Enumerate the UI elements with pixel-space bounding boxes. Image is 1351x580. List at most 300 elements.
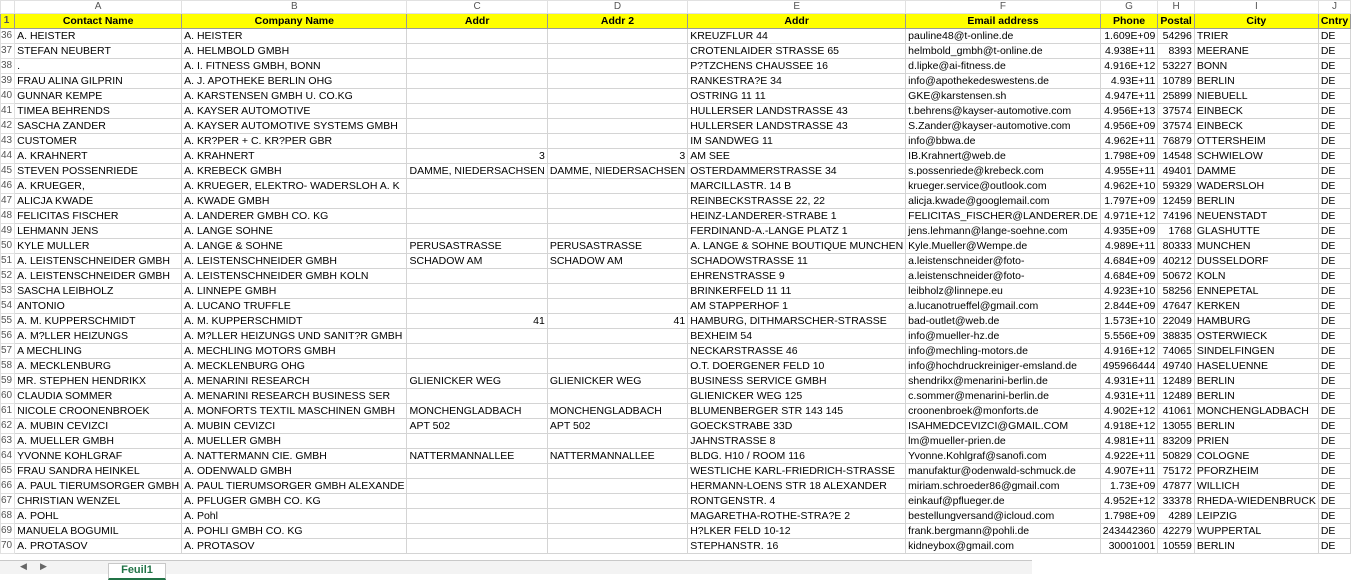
cell[interactable]: [547, 29, 687, 44]
cell[interactable]: 54296: [1158, 29, 1195, 44]
cell[interactable]: [407, 329, 547, 344]
cell[interactable]: 12489: [1158, 389, 1195, 404]
cell[interactable]: 4.956E+09: [1100, 119, 1158, 134]
cell[interactable]: BRINKERFELD 11 11: [688, 284, 906, 299]
cell[interactable]: [407, 434, 547, 449]
cell[interactable]: 4.923E+10: [1100, 284, 1158, 299]
cell[interactable]: HULLERSER LANDSTRASSE 43: [688, 119, 906, 134]
cell[interactable]: 42279: [1158, 524, 1195, 539]
cell[interactable]: TRIER: [1194, 29, 1318, 44]
cell[interactable]: DE: [1318, 479, 1350, 494]
cell[interactable]: NATTERMANNALLEE: [547, 449, 687, 464]
cell[interactable]: [407, 59, 547, 74]
cell[interactable]: info@bbwa.de: [906, 134, 1101, 149]
row-number[interactable]: 46: [1, 179, 15, 194]
column-header-cell[interactable]: Contact Name: [15, 14, 182, 29]
cell[interactable]: HEINZ-LANDERER-STRABE 1: [688, 209, 906, 224]
cell[interactable]: 59329: [1158, 179, 1195, 194]
cell[interactable]: info@mechling-motors.de: [906, 344, 1101, 359]
cell[interactable]: A. MENARINI RESEARCH: [182, 374, 407, 389]
cell[interactable]: PFORZHEIM: [1194, 464, 1318, 479]
cell[interactable]: PERUSASTRASSE: [547, 239, 687, 254]
cell[interactable]: [547, 134, 687, 149]
cell[interactable]: 1.798E+09: [1100, 149, 1158, 164]
row-number[interactable]: 45: [1, 164, 15, 179]
cell[interactable]: A. KRAHNERT: [15, 149, 182, 164]
row-number[interactable]: 44: [1, 149, 15, 164]
row-number[interactable]: 68: [1, 509, 15, 524]
cell[interactable]: 4.989E+11: [1100, 239, 1158, 254]
cell[interactable]: 49401: [1158, 164, 1195, 179]
cell[interactable]: [547, 59, 687, 74]
cell[interactable]: 3: [547, 149, 687, 164]
row-number[interactable]: 1: [1, 14, 15, 29]
cell[interactable]: DE: [1318, 284, 1350, 299]
cell[interactable]: 50829: [1158, 449, 1195, 464]
scroll-right-icon[interactable]: ▶: [40, 561, 47, 571]
cell[interactable]: REINBECKSTRASSE 22, 22: [688, 194, 906, 209]
cell[interactable]: RONTGENSTR. 4: [688, 494, 906, 509]
cell[interactable]: STEVEN POSSENRIEDE: [15, 164, 182, 179]
cell[interactable]: BERLIN: [1194, 539, 1318, 554]
cell[interactable]: A. I. FITNESS GMBH, BONN: [182, 59, 407, 74]
column-header-cell[interactable]: Postal: [1158, 14, 1195, 29]
cell[interactable]: Kyle.Mueller@Wempe.de: [906, 239, 1101, 254]
cell[interactable]: 10559: [1158, 539, 1195, 554]
row-number[interactable]: 51: [1, 254, 15, 269]
cell[interactable]: A. KRAHNERT: [182, 149, 407, 164]
cell[interactable]: DE: [1318, 449, 1350, 464]
cell[interactable]: 40212: [1158, 254, 1195, 269]
cell[interactable]: A. KAYSER AUTOMOTIVE SYSTEMS GMBH: [182, 119, 407, 134]
row-number[interactable]: 61: [1, 404, 15, 419]
cell[interactable]: [407, 194, 547, 209]
cell[interactable]: info@mueller-hz.de: [906, 329, 1101, 344]
cell[interactable]: [547, 389, 687, 404]
cell[interactable]: 1.797E+09: [1100, 194, 1158, 209]
cell[interactable]: krueger.service@outlook.com: [906, 179, 1101, 194]
cell[interactable]: 4.918E+12: [1100, 419, 1158, 434]
cell[interactable]: O.T. DOERGENER FELD 10: [688, 359, 906, 374]
cell[interactable]: A. LEISTENSCHNEIDER GMBH: [182, 254, 407, 269]
row-number[interactable]: 57: [1, 344, 15, 359]
cell[interactable]: 14548: [1158, 149, 1195, 164]
cell[interactable]: 75172: [1158, 464, 1195, 479]
cell[interactable]: CUSTOMER: [15, 134, 182, 149]
cell[interactable]: 50672: [1158, 269, 1195, 284]
cell[interactable]: A. MUBIN CEVIZCI: [182, 419, 407, 434]
row-number[interactable]: 56: [1, 329, 15, 344]
cell[interactable]: d.lipke@ai-fitness.de: [906, 59, 1101, 74]
cell[interactable]: DE: [1318, 59, 1350, 74]
cell[interactable]: 4.916E+12: [1100, 344, 1158, 359]
cell[interactable]: [547, 179, 687, 194]
cell[interactable]: OSTERDAMMERSTRASSE 34: [688, 164, 906, 179]
cell[interactable]: OSTRING 11 11: [688, 89, 906, 104]
cell[interactable]: GLASHUTTE: [1194, 224, 1318, 239]
cell[interactable]: AM SEE: [688, 149, 906, 164]
cell[interactable]: a.leistenschneider@foto-: [906, 269, 1101, 284]
column-header-cell[interactable]: Cntry: [1318, 14, 1350, 29]
cell[interactable]: A. POHL: [15, 509, 182, 524]
cell[interactable]: 4.922E+11: [1100, 449, 1158, 464]
cell[interactable]: DE: [1318, 434, 1350, 449]
cell[interactable]: GLIENICKER WEG: [407, 374, 547, 389]
cell[interactable]: DE: [1318, 194, 1350, 209]
cell[interactable]: 33378: [1158, 494, 1195, 509]
cell[interactable]: alicja.kwade@googlemail.com: [906, 194, 1101, 209]
cell[interactable]: MONCHENGLADBACH: [547, 404, 687, 419]
row-number[interactable]: 66: [1, 479, 15, 494]
cell[interactable]: SASCHA ZANDER: [15, 119, 182, 134]
cell[interactable]: WADERSLOH: [1194, 179, 1318, 194]
cell[interactable]: einkauf@pflueger.de: [906, 494, 1101, 509]
cell[interactable]: A. HEISTER: [182, 29, 407, 44]
cell[interactable]: GKE@karstensen.sh: [906, 89, 1101, 104]
cell[interactable]: [547, 359, 687, 374]
cell[interactable]: A. NATTERMANN CIE. GMBH: [182, 449, 407, 464]
cell[interactable]: A. MUELLER GMBH: [182, 434, 407, 449]
column-letter[interactable]: E: [688, 1, 906, 14]
cell[interactable]: [547, 74, 687, 89]
cell[interactable]: MUNCHEN: [1194, 239, 1318, 254]
cell[interactable]: ALICJA KWADE: [15, 194, 182, 209]
cell[interactable]: [547, 44, 687, 59]
cell[interactable]: DE: [1318, 314, 1350, 329]
cell[interactable]: [547, 524, 687, 539]
cell[interactable]: SCHADOWSTRASSE 11: [688, 254, 906, 269]
column-header-cell[interactable]: Addr 2: [547, 14, 687, 29]
cell[interactable]: A. ODENWALD GMBH: [182, 464, 407, 479]
cell[interactable]: 8393: [1158, 44, 1195, 59]
cell[interactable]: A. HEISTER: [15, 29, 182, 44]
column-letter[interactable]: D: [547, 1, 687, 14]
cell[interactable]: DE: [1318, 44, 1350, 59]
cell[interactable]: NECKARSTRASSE 46: [688, 344, 906, 359]
cell[interactable]: lm@mueller-prien.de: [906, 434, 1101, 449]
row-number[interactable]: 42: [1, 119, 15, 134]
cell[interactable]: 74065: [1158, 344, 1195, 359]
cell[interactable]: DE: [1318, 494, 1350, 509]
column-header-cell[interactable]: Phone: [1100, 14, 1158, 29]
row-number[interactable]: 55: [1, 314, 15, 329]
cell[interactable]: [547, 329, 687, 344]
cell[interactable]: STEPHANSTR. 16: [688, 539, 906, 554]
cell[interactable]: jens.lehmann@lange-soehne.com: [906, 224, 1101, 239]
cell[interactable]: [547, 539, 687, 554]
column-header-cell[interactable]: Addr: [407, 14, 547, 29]
cell[interactable]: DAMME, NIEDERSACHSEN: [547, 164, 687, 179]
row-number[interactable]: 69: [1, 524, 15, 539]
cell[interactable]: A. PAUL TIERUMSORGER GMBH ALEXANDE: [182, 479, 407, 494]
cell[interactable]: A. M?LLER HEIZUNGS UND SANIT?R GMBH: [182, 329, 407, 344]
cell[interactable]: NEUENSTADT: [1194, 209, 1318, 224]
cell[interactable]: BLDG. H10 / ROOM 116: [688, 449, 906, 464]
row-number[interactable]: 62: [1, 419, 15, 434]
cell[interactable]: pauline48@t-online.de: [906, 29, 1101, 44]
row-number[interactable]: 37: [1, 44, 15, 59]
cell[interactable]: 58256: [1158, 284, 1195, 299]
cell[interactable]: SCHADOW AM: [547, 254, 687, 269]
cell[interactable]: A. LEISTENSCHNEIDER GMBH: [15, 269, 182, 284]
cell[interactable]: 83209: [1158, 434, 1195, 449]
cell[interactable]: 4.938E+11: [1100, 44, 1158, 59]
cell[interactable]: helmbold_gmbh@t-online.de: [906, 44, 1101, 59]
cell[interactable]: BERLIN: [1194, 374, 1318, 389]
cell[interactable]: 2.844E+09: [1100, 299, 1158, 314]
cell[interactable]: a.leistenschneider@foto-: [906, 254, 1101, 269]
cell[interactable]: info@hochdruckreiniger-emsland.de: [906, 359, 1101, 374]
row-number[interactable]: 47: [1, 194, 15, 209]
cell[interactable]: ISAHMEDCEVIZCI@GMAIL.COM: [906, 419, 1101, 434]
cell[interactable]: DE: [1318, 419, 1350, 434]
cell[interactable]: 1.609E+09: [1100, 29, 1158, 44]
cell[interactable]: 41061: [1158, 404, 1195, 419]
cell[interactable]: MONCHENGLADBACH: [407, 404, 547, 419]
cell[interactable]: KREUZFLUR 44: [688, 29, 906, 44]
cell[interactable]: FELICITAS_FISCHER@LANDERER.DE: [906, 209, 1101, 224]
cell[interactable]: A. MECKLENBURG OHG: [182, 359, 407, 374]
cell[interactable]: 4.955E+11: [1100, 164, 1158, 179]
cell[interactable]: DE: [1318, 134, 1350, 149]
column-header-cell[interactable]: City: [1194, 14, 1318, 29]
cell[interactable]: DE: [1318, 119, 1350, 134]
cell[interactable]: 47877: [1158, 479, 1195, 494]
cell[interactable]: A. LANGE SOHNE: [182, 224, 407, 239]
cell[interactable]: STEFAN NEUBERT: [15, 44, 182, 59]
cell[interactable]: 41: [407, 314, 547, 329]
cell[interactable]: LEHMANN JENS: [15, 224, 182, 239]
column-letter[interactable]: J: [1318, 1, 1350, 14]
cell[interactable]: [547, 434, 687, 449]
cell[interactable]: [547, 209, 687, 224]
cell[interactable]: BLUMENBERGER STR 143 145: [688, 404, 906, 419]
column-letter[interactable]: C: [407, 1, 547, 14]
row-number[interactable]: 54: [1, 299, 15, 314]
cell[interactable]: 3: [407, 149, 547, 164]
cell[interactable]: 25899: [1158, 89, 1195, 104]
cell[interactable]: [547, 284, 687, 299]
cell[interactable]: DE: [1318, 269, 1350, 284]
cell[interactable]: MAGARETHA-ROTHE-STRA?E 2: [688, 509, 906, 524]
cell[interactable]: CLAUDIA SOMMER: [15, 389, 182, 404]
cell[interactable]: 4.916E+12: [1100, 59, 1158, 74]
cell[interactable]: 41: [547, 314, 687, 329]
cell[interactable]: 4.956E+13: [1100, 104, 1158, 119]
cell[interactable]: 4.931E+11: [1100, 374, 1158, 389]
cell[interactable]: ENNEPETAL: [1194, 284, 1318, 299]
cell[interactable]: 76879: [1158, 134, 1195, 149]
cell[interactable]: A. PAUL TIERUMSORGER GMBH: [15, 479, 182, 494]
cell[interactable]: [407, 344, 547, 359]
cell[interactable]: RANKESTRA?E 34: [688, 74, 906, 89]
cell[interactable]: A. M?LLER HEIZUNGS: [15, 329, 182, 344]
cell[interactable]: PRIEN: [1194, 434, 1318, 449]
cell[interactable]: [407, 269, 547, 284]
cell[interactable]: [407, 299, 547, 314]
cell[interactable]: DE: [1318, 464, 1350, 479]
cell[interactable]: A. MECKLENBURG: [15, 359, 182, 374]
row-number[interactable]: 58: [1, 359, 15, 374]
cell[interactable]: COLOGNE: [1194, 449, 1318, 464]
cell[interactable]: [547, 509, 687, 524]
cell[interactable]: info@apothekedeswestens.de: [906, 74, 1101, 89]
cell[interactable]: S.Zander@kayser-automotive.com: [906, 119, 1101, 134]
cell[interactable]: [547, 299, 687, 314]
row-number[interactable]: 60: [1, 389, 15, 404]
cell[interactable]: P?TZCHENS CHAUSSEE 16: [688, 59, 906, 74]
cell[interactable]: HASELUENNE: [1194, 359, 1318, 374]
cell[interactable]: BUSINESS SERVICE GMBH: [688, 374, 906, 389]
cell[interactable]: DE: [1318, 74, 1350, 89]
cell[interactable]: leibholz@linnepe.eu: [906, 284, 1101, 299]
scroll-left-icon[interactable]: ◀: [20, 561, 27, 571]
cell[interactable]: DE: [1318, 389, 1350, 404]
cell[interactable]: GUNNAR KEMPE: [15, 89, 182, 104]
cell[interactable]: DE: [1318, 359, 1350, 374]
cell[interactable]: A. POHLI GMBH CO. KG: [182, 524, 407, 539]
cell[interactable]: JAHNSTRASSE 8: [688, 434, 906, 449]
cell[interactable]: FERDINAND-A.-LANGE PLATZ 1: [688, 224, 906, 239]
cell[interactable]: A. Pohl: [182, 509, 407, 524]
cell[interactable]: [547, 119, 687, 134]
cell[interactable]: DE: [1318, 149, 1350, 164]
column-letter[interactable]: A: [15, 1, 182, 14]
cell[interactable]: [407, 44, 547, 59]
cell[interactable]: DE: [1318, 404, 1350, 419]
cell[interactable]: 30001001: [1100, 539, 1158, 554]
column-letter[interactable]: I: [1194, 1, 1318, 14]
cell[interactable]: A. KRUEGER,: [15, 179, 182, 194]
cell[interactable]: miriam.schroeder86@gmail.com: [906, 479, 1101, 494]
cell[interactable]: MR. STEPHEN HENDRIKX: [15, 374, 182, 389]
cell[interactable]: bad-outlet@web.de: [906, 314, 1101, 329]
cell[interactable]: 4.931E+11: [1100, 389, 1158, 404]
cell[interactable]: GLIENICKER WEG 125: [688, 389, 906, 404]
cell[interactable]: A. M. KUPPERSCHMIDT: [15, 314, 182, 329]
cell[interactable]: kidneybox@gmail.com: [906, 539, 1101, 554]
cell[interactable]: 4.902E+12: [1100, 404, 1158, 419]
row-number[interactable]: 67: [1, 494, 15, 509]
cell[interactable]: [407, 524, 547, 539]
row-number[interactable]: 43: [1, 134, 15, 149]
cell[interactable]: DE: [1318, 209, 1350, 224]
cell[interactable]: croonenbroek@monforts.de: [906, 404, 1101, 419]
row-number[interactable]: 63: [1, 434, 15, 449]
cell[interactable]: MONCHENGLADBACH: [1194, 404, 1318, 419]
row-number[interactable]: 49: [1, 224, 15, 239]
cell[interactable]: A. M. KUPPERSCHMIDT: [182, 314, 407, 329]
cell[interactable]: BERLIN: [1194, 389, 1318, 404]
cell[interactable]: TIMEA BEHRENDS: [15, 104, 182, 119]
cell[interactable]: A. KAYSER AUTOMOTIVE: [182, 104, 407, 119]
cell[interactable]: ANTONIO: [15, 299, 182, 314]
cell[interactable]: EINBECK: [1194, 119, 1318, 134]
cell[interactable]: [407, 464, 547, 479]
row-number[interactable]: 65: [1, 464, 15, 479]
cell[interactable]: A. LANGE & SOHNE: [182, 239, 407, 254]
cell[interactable]: A. MUELLER GMBH: [15, 434, 182, 449]
row-number[interactable]: 64: [1, 449, 15, 464]
cell[interactable]: DE: [1318, 164, 1350, 179]
cell[interactable]: DE: [1318, 29, 1350, 44]
cell[interactable]: KOLN: [1194, 269, 1318, 284]
cell[interactable]: [547, 194, 687, 209]
cell[interactable]: HAMBURG: [1194, 314, 1318, 329]
row-number[interactable]: 53: [1, 284, 15, 299]
cell[interactable]: OTTERSHEIM: [1194, 134, 1318, 149]
cell[interactable]: [547, 269, 687, 284]
cell[interactable]: 4.907E+11: [1100, 464, 1158, 479]
cell[interactable]: [547, 464, 687, 479]
cell[interactable]: BERLIN: [1194, 419, 1318, 434]
cell[interactable]: HERMANN-LOENS STR 18 ALEXANDER: [688, 479, 906, 494]
column-letter[interactable]: B: [182, 1, 407, 14]
cell[interactable]: H?LKER FELD 10-12: [688, 524, 906, 539]
cell[interactable]: CROTENLAIDER STRASSE 65: [688, 44, 906, 59]
cell[interactable]: A. PFLUGER GMBH CO. KG: [182, 494, 407, 509]
cell[interactable]: 4.935E+09: [1100, 224, 1158, 239]
cell[interactable]: WESTLICHE KARL-FRIEDRICH-STRASSE: [688, 464, 906, 479]
cell[interactable]: A. MONFORTS TEXTIL MASCHINEN GMBH: [182, 404, 407, 419]
cell[interactable]: APT 502: [547, 419, 687, 434]
cell[interactable]: GOECKSTRABE 33D: [688, 419, 906, 434]
cell[interactable]: 38835: [1158, 329, 1195, 344]
cell[interactable]: OSTERWIECK: [1194, 329, 1318, 344]
cell[interactable]: 4.684E+09: [1100, 269, 1158, 284]
row-number[interactable]: 70: [1, 539, 15, 554]
cell[interactable]: EHRENSTRASSE 9: [688, 269, 906, 284]
cell[interactable]: 12459: [1158, 194, 1195, 209]
cell[interactable]: A. KWADE GMBH: [182, 194, 407, 209]
cell[interactable]: SASCHA LEIBHOLZ: [15, 284, 182, 299]
cell[interactable]: [407, 479, 547, 494]
column-header-cell[interactable]: Company Name: [182, 14, 407, 29]
cell[interactable]: CHRISTIAN WENZEL: [15, 494, 182, 509]
cell[interactable]: [407, 119, 547, 134]
cell[interactable]: BONN: [1194, 59, 1318, 74]
cell[interactable]: 4.684E+09: [1100, 254, 1158, 269]
cell[interactable]: MANUELA BOGUMIL: [15, 524, 182, 539]
cell[interactable]: A. KARSTENSEN GMBH U. CO.KG: [182, 89, 407, 104]
cell[interactable]: FRAU SANDRA HEINKEL: [15, 464, 182, 479]
cell[interactable]: 74196: [1158, 209, 1195, 224]
cell[interactable]: BERLIN: [1194, 74, 1318, 89]
cell[interactable]: 80333: [1158, 239, 1195, 254]
column-header-cell[interactable]: Email address: [906, 14, 1101, 29]
cell[interactable]: FRAU ALINA GILPRIN: [15, 74, 182, 89]
cell[interactable]: 4.962E+10: [1100, 179, 1158, 194]
cell[interactable]: [407, 89, 547, 104]
cell[interactable]: SINDELFINGEN: [1194, 344, 1318, 359]
cell[interactable]: A. KRUEGER, ELEKTRO- WADERSLOH A. K: [182, 179, 407, 194]
cell[interactable]: [407, 209, 547, 224]
cell[interactable]: [547, 89, 687, 104]
cell[interactable]: DE: [1318, 89, 1350, 104]
cell[interactable]: MEERANE: [1194, 44, 1318, 59]
cell[interactable]: frank.bergmann@pohli.de: [906, 524, 1101, 539]
cell[interactable]: HAMBURG, DITHMARSCHER-STRASSE: [688, 314, 906, 329]
cell[interactable]: KERKEN: [1194, 299, 1318, 314]
cell[interactable]: WILLICH: [1194, 479, 1318, 494]
cell[interactable]: [407, 539, 547, 554]
cell[interactable]: 4.93E+11: [1100, 74, 1158, 89]
row-number[interactable]: 48: [1, 209, 15, 224]
cell[interactable]: [407, 179, 547, 194]
cell[interactable]: GLIENICKER WEG: [547, 374, 687, 389]
cell[interactable]: A MECHLING: [15, 344, 182, 359]
cell[interactable]: DE: [1318, 539, 1350, 554]
